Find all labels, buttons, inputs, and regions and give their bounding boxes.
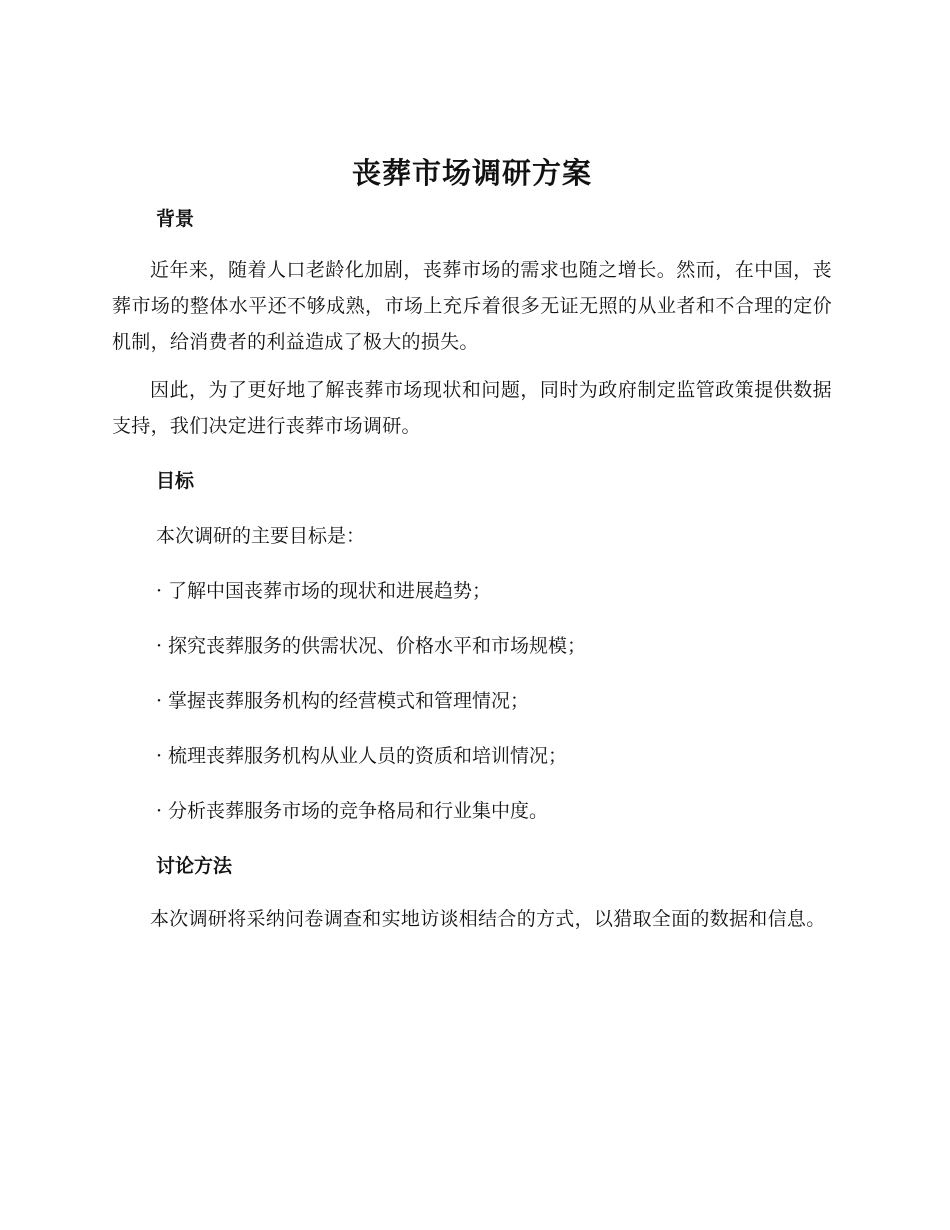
section-heading-method: 讨论方法	[156, 855, 233, 877]
document-title: 丧葬市场调研方案	[351, 156, 592, 190]
section-heading-goals: 目标	[156, 470, 195, 492]
bullet-dot: ·	[156, 800, 163, 822]
goal-item	[112, 741, 832, 771]
goals-intro: 本次调研的主要目标是：	[156, 525, 366, 547]
goal-item-text: 探究丧葬服务的供需状况、价格水平和市场规模；	[168, 635, 587, 657]
background-paragraph-2: 因此，为了更好地了解丧葬市场现状和问题，同时为政府制定监管政策提供数据支持，我们决定进行丧葬市场调研。	[112, 379, 832, 437]
bullet-dot: ·	[156, 580, 163, 602]
goal-item	[112, 576, 832, 606]
bullet-dot: ·	[156, 635, 163, 657]
goal-item-text: 掌握丧葬服务机构的经营模式和管理情况；	[168, 690, 530, 712]
document-page	[112, 150, 832, 937]
bullet-dot: ·	[156, 690, 163, 712]
section-heading-background: 背景	[156, 208, 195, 230]
goal-item	[112, 796, 832, 826]
goal-item-text: 分析丧葬服务市场的竞争格局和行业集中度。	[168, 800, 549, 822]
goal-item	[112, 631, 832, 661]
goals-list	[112, 576, 832, 826]
goal-item-text: 梳理丧葬服务机构从业人员的资质和培训情况；	[168, 745, 568, 767]
goal-item-text: 了解中国丧葬市场的现状和进展趋势；	[168, 580, 492, 602]
background-paragraph-1: 近年来，随着人口老龄化加剧，丧葬市场的需求也随之增长。然而，在中国，丧葬市场的整体水平还不够成熟，市场上充斥着很多无证无照的从业者和不合理的定价机制，给消费者的利益造成了极大的损失。	[112, 259, 832, 353]
goal-item	[112, 686, 832, 716]
method-paragraph: 本次调研将采纳问卷调查和实地访谈相结合的方式，以猎取全面的数据和信息。	[150, 908, 826, 930]
bullet-dot: ·	[156, 745, 163, 767]
